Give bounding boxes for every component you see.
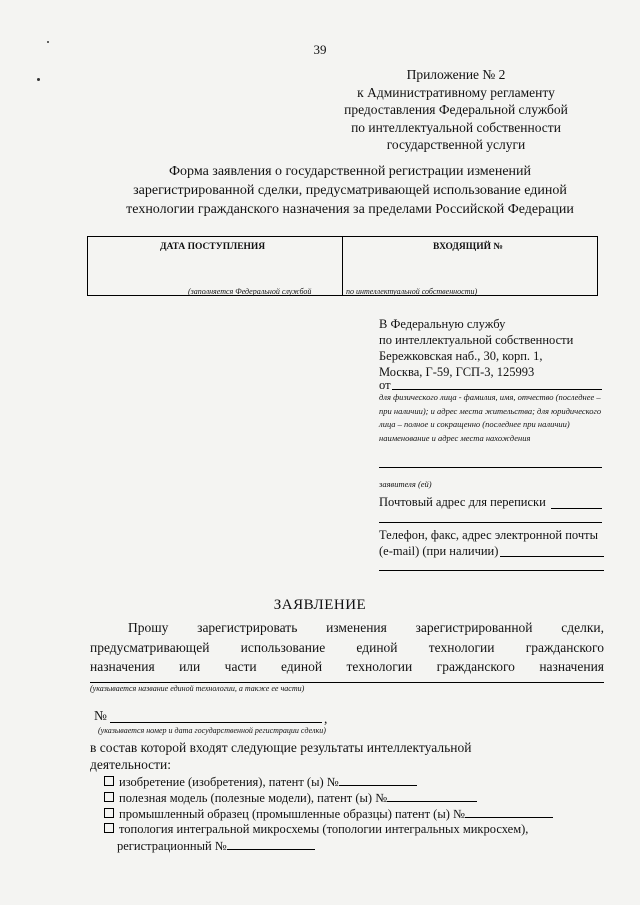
postal-address-field[interactable]: [551, 508, 602, 509]
date-received-header: ДАТА ПОСТУПЛЕНИЯ: [160, 242, 266, 252]
comma: ,: [324, 711, 328, 726]
incoming-number-header: ВХОДЯЩИЙ №: [433, 242, 503, 252]
recipient-line: Бережковская наб., 30, корп. 1,: [379, 349, 543, 363]
checkbox[interactable]: [104, 808, 114, 818]
patent-number-field[interactable]: [339, 774, 417, 786]
postal-address-label: Почтовый адрес для переписки: [379, 495, 546, 509]
appendix-header: [318, 66, 594, 154]
appendix-title: Приложение № 2: [406, 67, 506, 82]
table-footnote-right: по интеллектуальной собственности): [346, 287, 478, 296]
option-ic-topology-cont: [117, 838, 315, 854]
registration-number-hint: (указывается номер и дата государственной регистрации сделки): [98, 726, 326, 735]
option-label: промышленный образец (промышленные образцы) патент (ы) №: [119, 807, 465, 821]
appendix-line: по интеллектуальной собственности: [351, 119, 561, 135]
registration-number-label: регистрационный №: [117, 839, 227, 853]
appendix-line: государственной услуги: [386, 137, 526, 152]
applicant-name-field[interactable]: [392, 389, 602, 390]
applicant-hint: для физического лица - фамилия, имя, отчество (последнее – при наличии); и адрес места жительства; для юридического лица – полное и сокращенно (последнее при наличии) наименование и адрес места нахождения: [379, 392, 602, 443]
applicant-label: заявителя (ей): [379, 479, 432, 489]
patent-number-field[interactable]: [465, 806, 553, 818]
recipient-line: по интеллектуальной собственности: [379, 333, 574, 347]
option-label: изобретение (изобретения), патент (ы) №: [119, 775, 339, 789]
checkbox[interactable]: [104, 776, 114, 786]
appendix-line: предоставления Федеральной службой: [344, 102, 568, 117]
intake-table: [87, 236, 598, 296]
registration-number-field[interactable]: [227, 838, 315, 850]
appendix-line: к Административному регламенту: [357, 84, 555, 100]
from-label: от: [379, 378, 391, 392]
form-title-line: Форма заявления о государственной регистрации изменений: [168, 164, 532, 179]
statement-text-line: предусматривающей использование единой технологии гражданского: [90, 640, 604, 655]
technology-name-hint: (указывается название единой технологии, а также ее части): [90, 684, 305, 693]
form-title: [90, 162, 610, 219]
table-divider: [342, 237, 343, 295]
option-industrial-design[interactable]: [104, 806, 553, 822]
option-invention[interactable]: [104, 774, 417, 790]
contacts-label: Телефон, факс, адрес электронной почты: [379, 528, 598, 542]
recipient-line: Москва, Г-59, ГСП-3, 125993: [379, 365, 535, 379]
postal-address-field-2[interactable]: [379, 522, 602, 523]
patent-number-field[interactable]: [387, 790, 477, 802]
option-label: полезная модель (полезные модели), патент (ы) №: [119, 791, 388, 805]
composition-text: в состав которой входят следующие результаты интеллектуальной: [90, 740, 472, 755]
statement-text-line: Прошу зарегистрировать изменения зарегистрированной сделки,: [128, 620, 604, 635]
contacts-label-2: (e-mail) (при наличии): [379, 544, 499, 558]
checkbox[interactable]: [104, 823, 114, 833]
form-title-line: технологии гражданского назначения за пределами Российской Федерации: [126, 202, 574, 217]
scan-speck: [37, 78, 40, 81]
page-number: 39: [313, 42, 327, 57]
checkbox[interactable]: [104, 792, 114, 802]
contacts-field[interactable]: [500, 556, 604, 557]
option-utility-model[interactable]: [104, 790, 477, 806]
option-label: топология интегральной микросхемы (топологии интегральных микросхем),: [119, 822, 529, 836]
recipient-line: В Федеральную службу: [379, 317, 506, 331]
applicant-extra-field[interactable]: [379, 467, 602, 468]
number-label: №: [94, 708, 107, 723]
option-ic-topology[interactable]: [104, 822, 528, 837]
composition-text: деятельности:: [90, 757, 172, 772]
statement-text-line: назначения или части единой технологии гражданского назначения: [90, 659, 604, 674]
technology-name-field[interactable]: [90, 682, 604, 683]
statement-heading: ЗАЯВЛЕНИЕ: [273, 597, 367, 613]
contacts-field-2[interactable]: [379, 570, 604, 571]
registration-number-field[interactable]: [110, 722, 322, 723]
form-title-line: зарегистрированной сделки, предусматривающей использование единой: [133, 183, 567, 198]
table-footnote-left: (заполняется Федеральной службой: [188, 287, 312, 296]
